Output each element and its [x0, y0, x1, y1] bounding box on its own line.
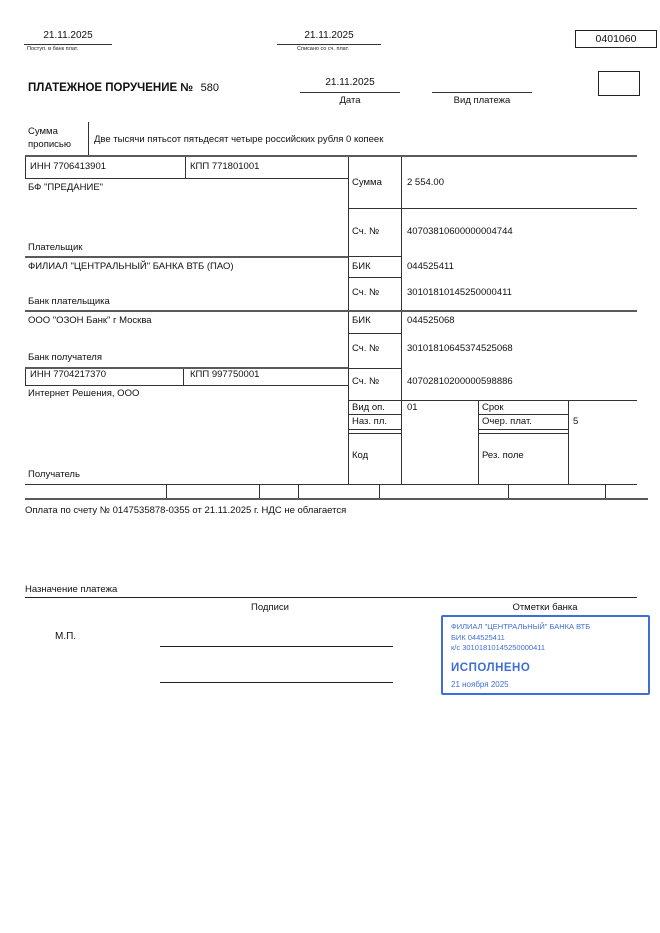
- payee-account-label: Сч. №: [352, 376, 380, 387]
- op-section-top: [348, 400, 637, 401]
- payer-bank-bik: 044525411: [407, 261, 454, 272]
- table-bottom-thick-border: [25, 498, 648, 500]
- ocher-plat-value: 5: [573, 416, 579, 427]
- payment-type-label: Вид платежа: [453, 95, 511, 106]
- payer-bank-row-border: [25, 310, 637, 312]
- bik2-box-bottom: [348, 333, 401, 334]
- document-number: 580: [200, 82, 219, 94]
- bik1-box-top: [348, 256, 401, 257]
- payer-row-border: [25, 256, 348, 258]
- rez-box-top: [478, 433, 568, 434]
- acct-label-divider: [348, 368, 401, 369]
- signature-line-1: [160, 646, 393, 647]
- bank-execution-stamp: [441, 615, 650, 695]
- payer-label: Плательщик: [28, 242, 83, 253]
- naz-pl-box-bottom: [348, 429, 401, 430]
- payer-bank-name: ФИЛИАЛ "ЦЕНТРАЛЬНЫЙ" БАНКА ВТБ (ПАО): [28, 261, 234, 272]
- payer-bank-bik-label: БИК: [352, 261, 371, 272]
- stamp-status: ИСПОЛНЕНО: [451, 662, 531, 674]
- payee-kpp: КПП 997750001: [190, 369, 260, 380]
- payee-inn-row-border: [25, 385, 348, 386]
- vid-op-value: 01: [407, 402, 418, 413]
- payee-bank-bik-label: БИК: [352, 315, 371, 326]
- srok-label: Срок: [482, 402, 504, 413]
- document-date: 21.11.2025: [325, 77, 375, 88]
- mp-label: М.П.: [55, 631, 77, 642]
- date-received-underline: [24, 44, 112, 45]
- date-debited-label: Списано со сч. плат.: [297, 46, 350, 52]
- payment-purpose-text: Оплата по счету № 0147535878-0355 от 21.11.2025 г. НДС не облагается: [25, 505, 347, 516]
- payment-purpose-label: Назначение платежа: [25, 584, 118, 595]
- naz-pl-label: Наз. пл.: [352, 416, 387, 427]
- payee-label: Получатель: [28, 469, 80, 480]
- date-debited-underline: [277, 44, 381, 45]
- payee-inn-left-border: [25, 367, 26, 385]
- bik1-box-bottom: [348, 277, 401, 278]
- stamp-bank-name: ФИЛИАЛ "ЦЕНТРАЛЬНЫЙ" БАНКА ВТБ: [451, 622, 591, 631]
- payer-bank-label: Банк плательщика: [28, 296, 110, 307]
- payee-account: 40702810200000598886: [407, 376, 513, 387]
- purpose-underline: [25, 597, 637, 598]
- payee-name: Интернет Решения, ООО: [28, 388, 140, 399]
- payee-bank-corr-account: 30101810645374525068: [407, 343, 513, 354]
- payer-account-label: Сч. №: [352, 226, 380, 237]
- tax-row-divider-6: [605, 484, 606, 498]
- payee-bank-label: Банк получателя: [28, 352, 102, 363]
- payee-inn: ИНН 7704217370: [30, 369, 107, 380]
- date-received: 21.11.2025: [43, 30, 93, 41]
- tax-row-divider-2: [259, 484, 260, 498]
- sum-value: 2 554.00: [407, 177, 444, 188]
- payee-bank-corr-label: Сч. №: [352, 343, 380, 354]
- stamp-date: 21 ноября 2025: [451, 680, 509, 689]
- payer-inn-kpp-divider: [185, 157, 186, 178]
- payee-bank-bik: 044525068: [407, 315, 455, 326]
- table-top-border: [25, 155, 637, 157]
- vid-op-box-bottom: [348, 414, 401, 415]
- stamp-corr-account: к/с 30101810145250000411: [451, 643, 546, 652]
- payment-type-underline: [432, 92, 532, 93]
- form-code-box: 0401060: [575, 30, 657, 48]
- amount-words-label-line1: Сумма: [28, 126, 58, 137]
- sum-label: Сумма: [352, 177, 382, 188]
- table-vline-op2: [478, 400, 479, 484]
- ocher-box-bottom: [478, 429, 568, 430]
- vid-op-label: Вид оп.: [352, 402, 385, 413]
- payer-account: 40703810600000004744: [407, 226, 513, 237]
- payee-bank-name: ООО "ОЗОН Банк" г Москва: [28, 315, 152, 326]
- date-debited: 21.11.2025: [304, 30, 354, 41]
- amount-in-words: Две тысячи пятьсот пятьдесят четыре российских рубля 0 копеек: [94, 134, 384, 145]
- table-vline-labels: [348, 157, 349, 484]
- tax-row-divider-3: [298, 484, 299, 498]
- ocher-plat-label: Очер. плат.: [482, 416, 532, 427]
- payer-bank-corr-account: 30101810145250000411: [407, 287, 512, 298]
- stamp-bik: БИК 044525411: [451, 633, 505, 642]
- payer-name: БФ "ПРЕДАНИЕ": [28, 182, 104, 193]
- srok-box-bottom: [478, 414, 568, 415]
- amount-words-divider: [88, 122, 89, 155]
- bank-marks-label: Отметки банка: [512, 602, 578, 613]
- table-vline-op3: [568, 400, 569, 484]
- amount-words-label-line2: прописью: [28, 139, 71, 150]
- payer-inn-row-border: [25, 178, 348, 179]
- kod-box-top: [348, 433, 401, 434]
- tax-row-divider-4: [379, 484, 380, 498]
- document-date-label: Дата: [339, 95, 361, 106]
- tax-row-divider-5: [508, 484, 509, 498]
- payer-inn-left-border: [25, 157, 26, 178]
- payer-bank-corr-label: Сч. №: [352, 287, 380, 298]
- table-vline-values: [401, 157, 402, 484]
- payment-type-box: [598, 71, 640, 96]
- document-date-underline: [300, 92, 400, 93]
- payer-kpp: КПП 771801001: [190, 161, 260, 172]
- signatures-label: Подписи: [251, 602, 289, 613]
- rez-pole-label: Рез. поле: [482, 450, 524, 461]
- tax-row-divider-1: [166, 484, 167, 498]
- document-title: [28, 78, 219, 96]
- table-bottom-thin-border: [25, 484, 637, 485]
- signature-line-2: [160, 682, 393, 683]
- kod-label: Код: [352, 450, 369, 461]
- date-received-label: Поступ. в банк плат.: [27, 46, 79, 52]
- payee-inn-kpp-divider: [183, 367, 184, 385]
- sum-row-border: [348, 208, 637, 209]
- payer-inn: ИНН 7706413901: [30, 161, 107, 172]
- title-text: ПЛАТЕЖНОЕ ПОРУЧЕНИЕ №: [28, 82, 194, 94]
